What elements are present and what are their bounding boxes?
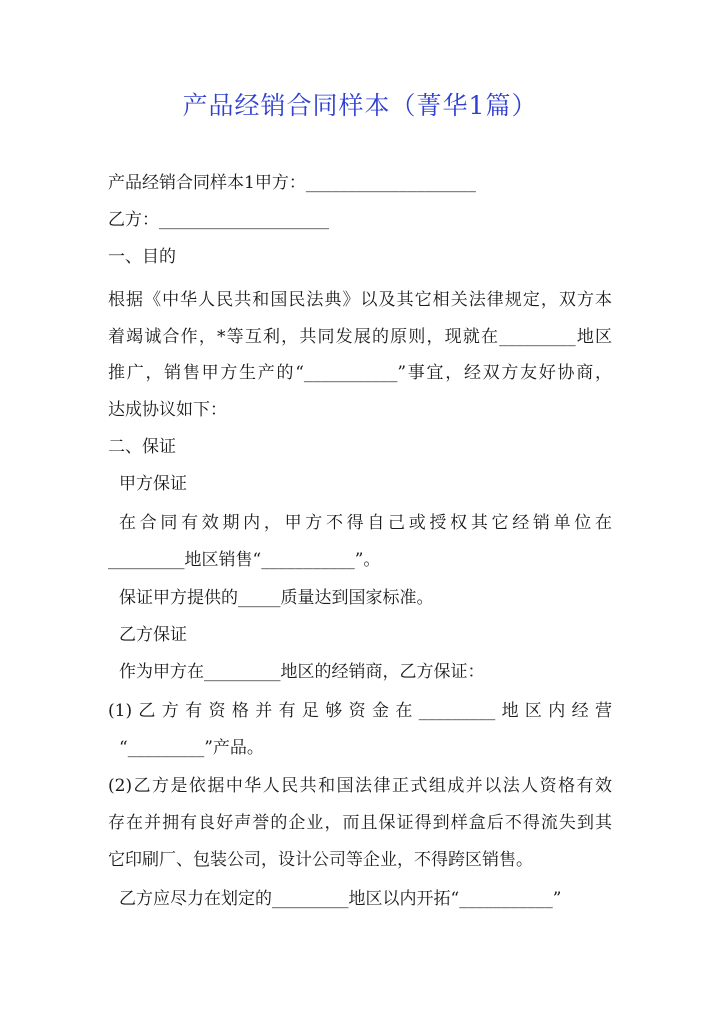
section-heading-purpose: 一、目的 xyxy=(108,247,176,267)
paragraph-line: 推广，销售甲方生产的“___________”事宜，经双方友好协商， xyxy=(108,363,612,383)
subheading-party-b-guarantee: 乙方保证 xyxy=(119,625,187,645)
paragraph-line: 在合同有效期内，甲方不得自己或授权其它经销单位在 xyxy=(119,513,612,533)
clause-2-line: 存在并拥有良好声誉的企业，而且保证得到样盒后不得流失到其 xyxy=(108,813,612,833)
clause-1-line: “_________”产品。 xyxy=(119,738,264,758)
party-b-line: 乙方：____________________ xyxy=(108,210,329,230)
subheading-party-a-guarantee: 甲方保证 xyxy=(119,474,187,494)
paragraph-line: 乙方应尽力在划定的_________地区以内开拓“___________” xyxy=(119,889,562,909)
section-heading-guarantee: 二、保证 xyxy=(108,437,176,457)
paragraph-line: 根据《中华人民共和国民法典》以及其它相关法律规定，双方本 xyxy=(108,290,612,310)
paragraph-line: 达成协议如下： xyxy=(108,400,227,420)
paragraph-line: 着竭诚合作，*等互利，共同发展的原则，现就在_________地区 xyxy=(108,327,612,347)
clause-2-line: (2)乙方是依据中华人民共和国法律正式组成并以法人资格有效 xyxy=(108,776,612,796)
party-a-line: 产品经销合同样本1甲方：____________________ xyxy=(108,173,476,193)
paragraph-line: 保证甲方提供的_____质量达到国家标准。 xyxy=(119,588,434,608)
paragraph-line: 作为甲方在_________地区的经销商，乙方保证： xyxy=(119,662,485,682)
document-title: 产品经销合同样本（菁华1篇） xyxy=(182,91,538,120)
clause-1-line: (1)乙方有资格并有足够资金在_________地区内经营 xyxy=(108,701,612,721)
paragraph-line: _________地区销售“___________”。 xyxy=(108,550,381,570)
clause-2-line: 它印刷厂、包装公司，设计公司等企业，不得跨区销售。 xyxy=(108,850,533,870)
